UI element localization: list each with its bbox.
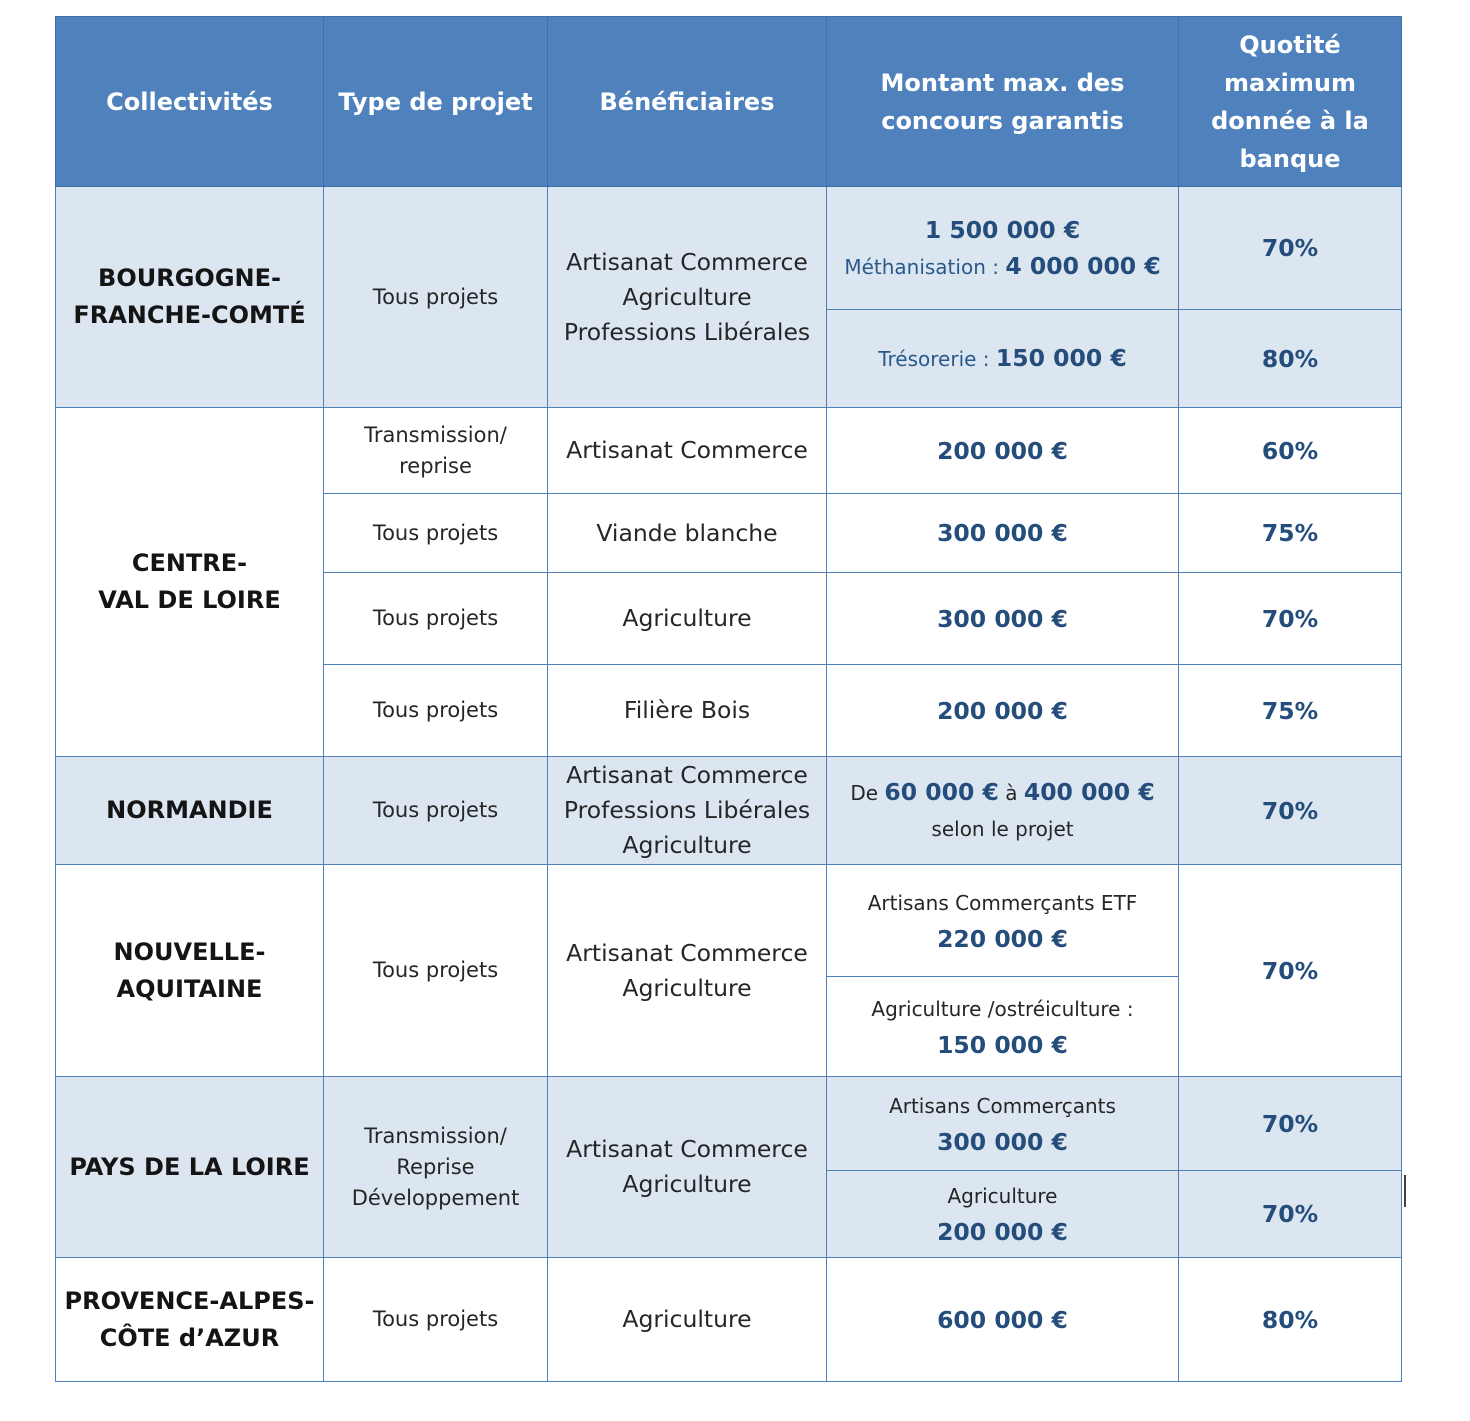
- beneficiaires-cell: Artisanat Commerce Agriculture: [548, 865, 827, 1077]
- table-row: [56, 1077, 1402, 1171]
- header-beneficiaires: Bénéficiaires: [548, 17, 827, 187]
- region-cell: NOUVELLE- AQUITAINE: [56, 865, 324, 1077]
- beneficiaires-cell: Filière Bois: [548, 665, 827, 757]
- amount-cell: 200 000 €: [827, 665, 1179, 757]
- table-row: [56, 757, 1402, 865]
- quotite-cell: 80%: [1179, 310, 1402, 408]
- region-cell: NORMANDIE: [56, 757, 324, 865]
- type-cell: Tous projets: [324, 1258, 548, 1382]
- header-collectivites: Collectivités: [56, 17, 324, 187]
- type-cell: Tous projets: [324, 494, 548, 573]
- beneficiaires-cell: Artisanat Commerce Professions Libérales Agriculture: [548, 757, 827, 865]
- region-cell: PROVENCE-ALPES- CÔTE d’AZUR: [56, 1258, 324, 1382]
- region-cell: BOURGOGNE- FRANCHE-COMTÉ: [56, 187, 324, 408]
- amount-cell: 1 500 000 € Méthanisation : 4 000 000 €: [827, 187, 1179, 310]
- region-cell: CENTRE- VAL DE LOIRE: [56, 408, 324, 757]
- table-row: [56, 865, 1402, 977]
- header-quotite: Quotité maximum donnée à la banque: [1179, 17, 1402, 187]
- beneficiaires-cell: Artisanat Commerce Agriculture Professions Libérales: [548, 187, 827, 408]
- quotite-cell: 75%: [1179, 665, 1402, 757]
- header-montant: Montant max. des concours garantis: [827, 17, 1179, 187]
- table-row: [56, 1258, 1402, 1382]
- type-cell: Transmission/ reprise: [324, 408, 548, 494]
- header-row: [56, 17, 1402, 187]
- type-cell: Tous projets: [324, 865, 548, 1077]
- type-cell: Tous projets: [324, 665, 548, 757]
- type-cell: Tous projets: [324, 757, 548, 865]
- guarantee-table: [55, 16, 1402, 1382]
- amount-cell: Artisans Commerçants ETF 220 000 €: [827, 865, 1179, 977]
- region-cell: PAYS DE LA LOIRE: [56, 1077, 324, 1258]
- quotite-cell: 75%: [1179, 494, 1402, 573]
- beneficiaires-cell: Agriculture: [548, 573, 827, 665]
- amount-cell: Agriculture 200 000 €: [827, 1171, 1179, 1258]
- beneficiaires-cell: Artisanat Commerce Agriculture: [548, 1077, 827, 1258]
- beneficiaires-cell: Viande blanche: [548, 494, 827, 573]
- amount-cell: Artisans Commerçants 300 000 €: [827, 1077, 1179, 1171]
- beneficiaires-cell: Artisanat Commerce: [548, 408, 827, 494]
- quotite-cell: 80%: [1179, 1258, 1402, 1382]
- type-cell: Transmission/ Reprise Développement: [324, 1077, 548, 1258]
- amount-cell: De 60 000 € à 400 000 € selon le projet: [827, 757, 1179, 865]
- quotite-cell: 70%: [1179, 1171, 1402, 1258]
- type-cell: Tous projets: [324, 573, 548, 665]
- amount-cell: Trésorerie : 150 000 €: [827, 310, 1179, 408]
- amount-cell: 600 000 €: [827, 1258, 1179, 1382]
- table-row: [56, 187, 1402, 310]
- quotite-cell: 70%: [1179, 573, 1402, 665]
- amount-cell: Agriculture /ostréiculture : 150 000 €: [827, 977, 1179, 1077]
- type-cell: Tous projets: [324, 187, 548, 408]
- amount-cell: 300 000 €: [827, 494, 1179, 573]
- quotite-cell: 70%: [1179, 187, 1402, 310]
- quotite-cell: 70%: [1179, 865, 1402, 1077]
- beneficiaires-cell: Agriculture: [548, 1258, 827, 1382]
- header-type-projet: Type de projet: [324, 17, 548, 187]
- quotite-cell: 60%: [1179, 408, 1402, 494]
- text-cursor: [1404, 1175, 1406, 1207]
- quotite-cell: 70%: [1179, 757, 1402, 865]
- table-row: [56, 408, 1402, 494]
- quotite-cell: 70%: [1179, 1077, 1402, 1171]
- amount-cell: 300 000 €: [827, 573, 1179, 665]
- amount-cell: 200 000 €: [827, 408, 1179, 494]
